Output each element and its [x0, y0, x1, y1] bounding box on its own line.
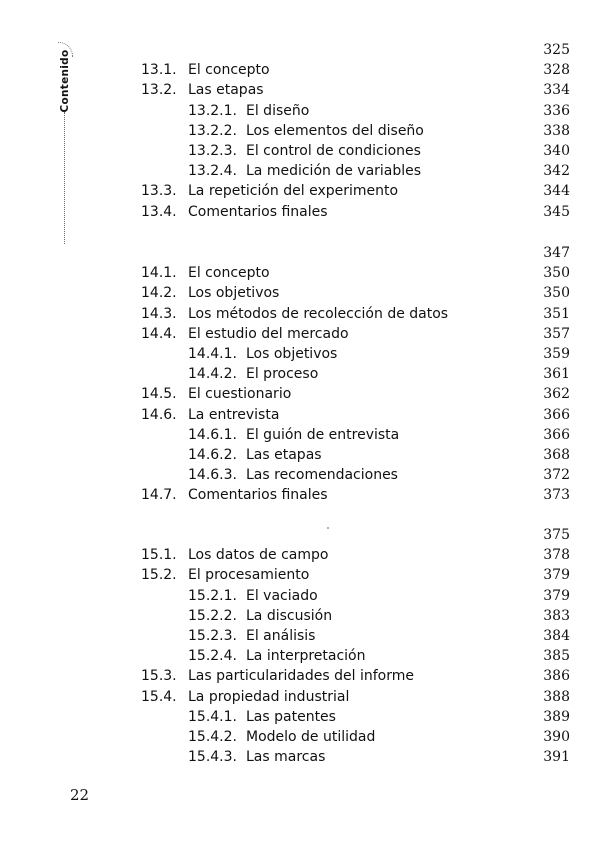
section-page: 366 [543, 426, 570, 443]
toc-section[interactable] [0, 202, 600, 222]
section-page: 386 [543, 668, 570, 685]
section-number: 14.7. [141, 487, 177, 504]
section-page: 357 [543, 325, 570, 342]
section-page: 379 [543, 567, 570, 584]
section-number: 15.2. [141, 567, 177, 584]
section-title: Los elementos del diseño [246, 122, 424, 139]
section-number: 14.4.2. [188, 366, 237, 383]
section-page: 338 [543, 122, 570, 139]
section-title: Los datos de campo [188, 547, 329, 564]
section-title: La interpretación [246, 648, 366, 665]
section-number: 15.4.2. [188, 729, 237, 745]
section-page: 391 [543, 749, 570, 766]
toc-subsection[interactable] [0, 606, 600, 626]
section-number: 15.2.4. [188, 648, 237, 665]
section-title: El guión de entrevista [246, 426, 400, 443]
section-page: 334 [543, 82, 570, 99]
section-page: 344 [543, 183, 570, 200]
chapter-page-number: 325 [543, 42, 570, 58]
section-number: 14.6.3. [188, 467, 237, 484]
section-page: 340 [543, 143, 570, 159]
chapter-page-number: 375 [543, 527, 570, 543]
section-title: El diseño [246, 102, 310, 119]
section-title: El concepto [188, 265, 270, 282]
toc-section[interactable] [0, 565, 600, 585]
toc-subsection[interactable] [0, 161, 600, 181]
section-title: La discusión [246, 607, 333, 624]
toc-subsection[interactable] [0, 101, 600, 121]
toc-subsection[interactable] [0, 344, 600, 364]
toc-section[interactable] [0, 324, 600, 344]
section-page: 383 [543, 607, 570, 624]
toc-subsection[interactable] [0, 747, 600, 767]
section-number: 14.6.1. [188, 426, 237, 443]
page-number: 22 [70, 786, 90, 804]
section-title: El control de condiciones [246, 143, 421, 159]
toc-section[interactable] [0, 304, 600, 324]
section-page: 336 [543, 102, 570, 119]
chapter-page-number: 347 [543, 245, 570, 261]
section-page: 362 [543, 386, 570, 403]
section-title: Comentarios finales [188, 203, 328, 220]
section-title: El cuestionario [188, 386, 292, 403]
section-number: 14.6. [141, 406, 177, 423]
section-page: 366 [543, 406, 570, 423]
section-page: 389 [543, 708, 570, 725]
section-number: 13.4. [141, 203, 177, 220]
toc-section[interactable] [0, 666, 600, 686]
section-title: La repetición del experimento [188, 183, 399, 200]
section-title: Las patentes [246, 708, 336, 725]
toc-section[interactable] [0, 405, 600, 425]
toc-section[interactable] [0, 80, 600, 100]
section-title: El vaciado [246, 587, 318, 604]
toc-subsection[interactable] [0, 121, 600, 141]
section-number: 13.2. [141, 82, 177, 99]
section-page: 361 [543, 366, 570, 383]
section-title: El concepto [188, 62, 270, 79]
section-page: 384 [543, 628, 570, 644]
section-title: Los objetivos [246, 346, 338, 362]
section-title: Los objetivos [188, 285, 280, 302]
section-title: El procesamiento [188, 567, 310, 584]
section-page: 359 [543, 346, 570, 362]
section-page: 350 [543, 285, 570, 302]
section-number: 15.1. [141, 547, 177, 564]
section-page: 373 [543, 487, 570, 504]
section-title: La entrevista [188, 406, 280, 423]
toc-section[interactable] [0, 283, 600, 303]
toc-subsection[interactable] [0, 364, 600, 384]
section-title: Modelo de utilidad [246, 729, 376, 745]
section-title: Las marcas [246, 749, 326, 766]
section-page: 390 [543, 729, 570, 745]
toc-subsection[interactable] [0, 465, 600, 485]
toc-subsection[interactable] [0, 586, 600, 606]
toc-section[interactable] [0, 60, 600, 80]
scan-speck [327, 527, 329, 529]
section-page: 345 [543, 203, 570, 220]
section-title: La propiedad industrial [188, 688, 350, 705]
section-title: Las etapas [188, 82, 264, 99]
toc-section[interactable] [0, 545, 600, 565]
toc-subsection[interactable] [0, 707, 600, 727]
section-title: Las particularidades del informe [188, 668, 414, 685]
toc-section[interactable] [0, 263, 600, 283]
section-number: 13.2.4. [188, 163, 237, 180]
section-number: 14.6.2. [188, 447, 237, 463]
toc-subsection[interactable] [0, 141, 600, 161]
section-title: El proceso [246, 366, 319, 383]
section-page: 328 [543, 62, 570, 79]
section-title: El análisis [246, 628, 316, 644]
section-title: La medición de variables [246, 163, 422, 180]
section-title: Las etapas [246, 447, 322, 463]
toc-subsection[interactable] [0, 425, 600, 445]
toc-subsection[interactable] [0, 626, 600, 646]
section-number: 14.5. [141, 386, 177, 403]
section-title: Comentarios finales [188, 487, 328, 504]
section-number: 13.2.1. [188, 102, 237, 119]
section-page: 368 [543, 447, 570, 463]
section-number: 15.2.2. [188, 607, 237, 624]
chapter-start-page [0, 40, 600, 60]
section-number: 14.3. [141, 305, 177, 322]
section-page: 385 [543, 648, 570, 665]
section-number: 15.2.3. [188, 628, 237, 644]
toc-subsection[interactable] [0, 646, 600, 666]
section-title: Las recomendaciones [246, 467, 398, 484]
section-number: 15.4. [141, 688, 177, 705]
toc-subsection[interactable] [0, 445, 600, 465]
section-page: 379 [543, 587, 570, 604]
section-number: 14.1. [141, 265, 177, 282]
section-title: Los métodos de recolección de datos [188, 305, 449, 322]
section-page: 342 [543, 163, 570, 180]
section-page: 350 [543, 265, 570, 282]
section-number: 13.3. [141, 183, 177, 200]
section-page: 378 [543, 547, 570, 564]
section-page: 388 [543, 688, 570, 705]
section-page: 351 [543, 305, 570, 322]
section-title: El estudio del mercado [188, 325, 349, 342]
section-number: 13.1. [141, 62, 177, 79]
section-number: 13.2.3. [188, 143, 237, 159]
section-number: 15.2.1. [188, 587, 237, 604]
chapter-start-page [0, 243, 600, 263]
toc-section[interactable] [0, 384, 600, 404]
toc-section[interactable] [0, 687, 600, 707]
side-tab-label: Contenido [59, 49, 71, 113]
section-number: 13.2.2. [188, 122, 237, 139]
section-number: 14.4.1. [188, 346, 237, 362]
toc-section[interactable] [0, 485, 600, 505]
toc-section[interactable] [0, 181, 600, 201]
section-number: 15.3. [141, 668, 177, 685]
chapter-start-page [0, 525, 600, 545]
section-number: 14.4. [141, 325, 177, 342]
section-page: 372 [543, 467, 570, 484]
toc-subsection[interactable] [0, 727, 600, 747]
section-number: 15.4.1. [188, 708, 237, 725]
section-number: 15.4.3. [188, 749, 237, 766]
section-number: 14.2. [141, 285, 177, 302]
